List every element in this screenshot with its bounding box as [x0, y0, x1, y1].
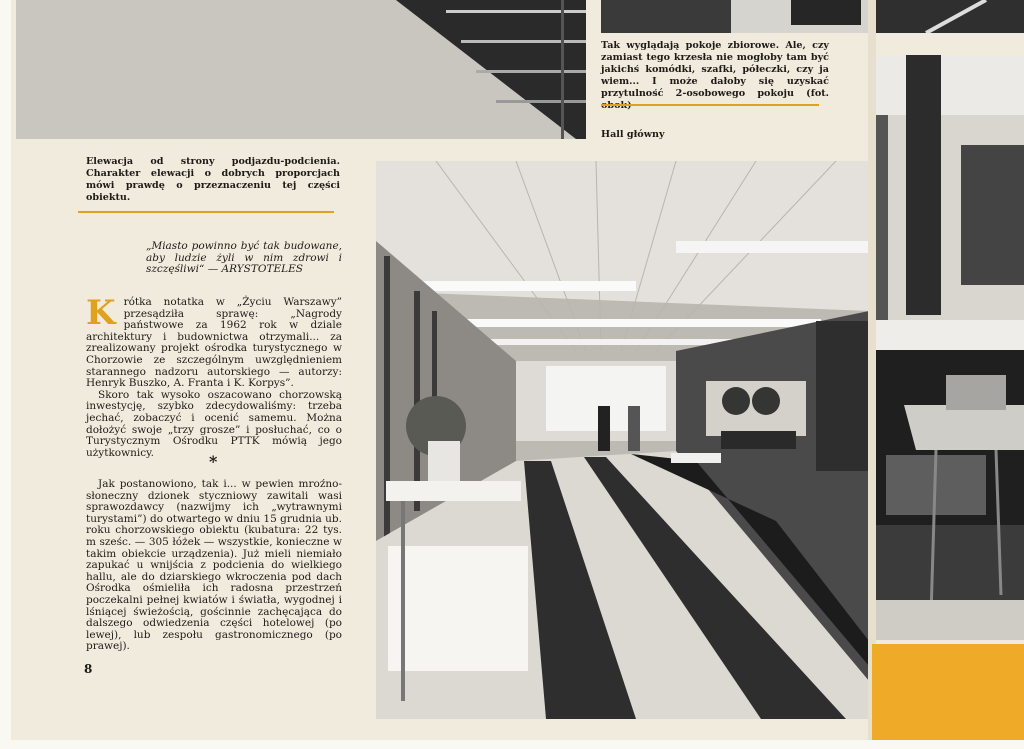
epigraph-quote — [146, 241, 342, 276]
section-separator: * — [209, 452, 218, 471]
caption-facade-rule — [78, 211, 334, 213]
article-paragraph-2: Skoro tak wysoko oszacowano chorzowską inwestycję, szybko zdecydowaliśmy: trzeba jechać, zobaczyć i ocenić samemu. Można dołożyć swoje „trzy grosze” i posłuchać, co o Turystycznym Ośrodku PTTK mówią jego użytkownicy. — [86, 388, 342, 459]
drop-cap: K — [86, 293, 116, 333]
caption-rooms-rule — [601, 104, 819, 106]
page-number: 8 — [84, 662, 93, 676]
article-paragraph-1: rótka notatka w „Życiu Warszawy” przesądziła sprawę: „Nagrody państwowe za 1962 rok w dziale architektury i budownictwa otrzymali... za zrealizowany projekt ośrodka turystycznego w Chorzowie ze szczególnym uwzględnieniem starannego nadzoru autorskiego — autorzy: Henryk Buszko, A. Franta i K. Korpys”. — [86, 296, 342, 390]
caption-facade: Elewacja od strony podjazdu-podcienia. Charakter elewacji o dobrych proporcjach mówi prawdę o przeznaczeniu tej części obiektu. — [86, 156, 340, 203]
article-paragraph-3: Jak postanowiono, tak i... w pewien mroźno-słoneczny dzionek styczniowy zawitali wasi sprawozdawcy (nazwijmy ich „wytrawnymi turystami”) do otwartego w dniu 15 grudnia ub. roku chorzowskiego obiektu (kubatura: 22 tys. m sześc. — 305 łóżek — wszystkie, konieczne w takim obiekcie urządzenia). Już mieli niemiało zapukać u wnijścia z podcienia do wielkiego hallu, ale do dziarskiego wkroczenia pod dach Ośrodka ośmieliła ich radosna przestrzeń poczekalni pełnej kwiatów i światła, wygodnej i lśniącej świeżością, gościnnie zachęcająca do dalszego odwiedzenia części hotelowej (po lewej), lub zespołu gastronomicznego (po prawej). — [86, 478, 342, 653]
epigraph-text: „Miasto powinno być tak budowane, aby ludzie żyli w nim zdrowi i szczęśliwi“ — [146, 240, 342, 276]
photo-right-top — [876, 0, 1024, 33]
scan-edge-bottom — [0, 740, 1024, 749]
article-body — [86, 293, 342, 459]
article-body-continued — [86, 479, 342, 653]
caption-hall: Hall główny — [601, 129, 665, 140]
photo-main-hall — [376, 161, 869, 719]
orange-color-block — [872, 644, 1024, 742]
photo-rooms-top — [601, 0, 869, 33]
caption-rooms: Tak wyglądają pokoje zbiorowe. Ale, czy zamiast tego krzesła nie mogłoby tam być jakichś komódki, szafki, półeczki, czy ja wiem... I może dałoby się uzyskać przytulność 2-osobowego pokoju (fot. — [601, 40, 829, 99]
page-fold — [868, 0, 876, 742]
photo-facade — [16, 0, 586, 139]
epigraph-author: — ARYSTOTELES — [204, 263, 303, 276]
scan-edge-left — [0, 0, 11, 749]
photo-room-with-chair — [876, 55, 1024, 640]
